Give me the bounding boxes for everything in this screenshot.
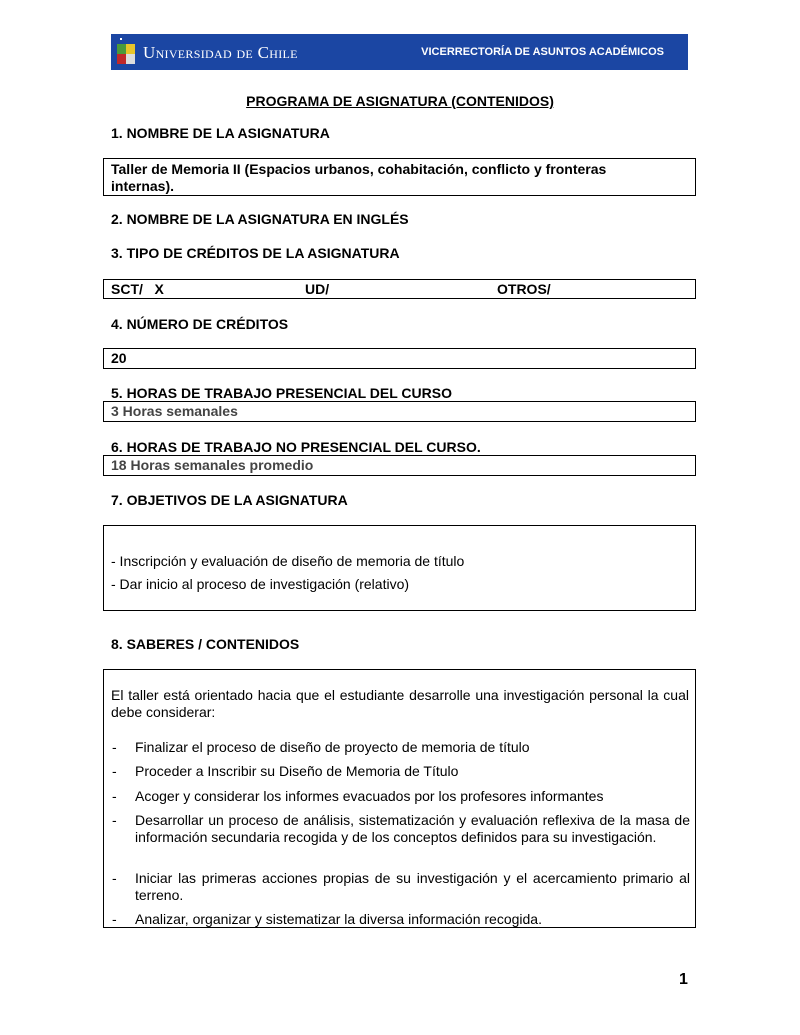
content-item: Analizar, organizar y sistematizar la diversa información recogida. [135,911,542,927]
credit-sct: SCT/ X [111,281,164,297]
section-1-heading: 1. NOMBRE DE LA ASIGNATURA [111,125,330,141]
section-3-heading: 3. TIPO DE CRÉDITOS DE LA ASIGNATURA [111,245,400,261]
bullet: - [112,788,117,804]
credit-type-box [103,279,696,299]
credits-value: 20 [103,348,696,369]
bullet: - [112,763,117,779]
office-name: VICERRECTORÍA DE ASUNTOS ACADÉMICOS [421,46,664,58]
section-2-heading: 2. NOMBRE DE LA ASIGNATURA EN INGLÉS [111,211,409,227]
page-number: 1 [679,971,688,988]
content-item: Desarrollar un proceso de análisis, sistematización y evaluación reflexiva de la masa de información secundaria recogida y de los conceptos definidos para su investigación. [135,812,690,845]
header-banner [111,34,688,70]
university-name: Universidad de Chile [143,43,298,62]
course-name-line: internas). [111,178,175,194]
non-presential-hours-value: 18 Horas semanales promedio [103,455,696,476]
page-title: PROGRAMA DE ASIGNATURA (CONTENIDOS) [246,93,554,109]
credit-ud: UD/ [305,281,330,297]
section-7-heading: 7. OBJETIVOS DE LA ASIGNATURA [111,492,348,508]
content-item: Proceder a Inscribir su Diseño de Memoria de Título [135,763,459,779]
bullet: - [112,870,117,886]
bullet: - [112,812,117,828]
bullet: - [112,739,117,755]
credit-otros: OTROS/ [497,281,551,297]
objective-item: - Inscripción y evaluación de diseño de memoria de título [111,553,465,569]
content-item: Finalizar el proceso de diseño de proyecto de memoria de título [135,739,530,755]
section-6-heading: 6. HORAS DE TRABAJO NO PRESENCIAL DEL CURSO. [111,439,481,455]
course-name-line: Taller de Memoria II (Espacios urbanos, cohabitación, conflicto y fronteras [111,161,607,177]
objectives-box [103,525,696,611]
section-4-heading: 4. NÚMERO DE CRÉDITOS [111,316,289,332]
contents-box [103,669,696,928]
course-name-box [103,158,696,196]
content-item: Acoger y considerar los informes evacuados por los profesores informantes [135,788,604,804]
contents-intro: El taller está orientado hacia que el estudiante desarrolle una investigación personal la cual debe considerar: [111,687,689,720]
university-crest-logo [117,38,135,66]
objective-item: - Dar inicio al proceso de investigación (relativo) [111,576,410,592]
bullet: - [112,911,117,927]
content-item: Iniciar las primeras acciones propias de su investigación y el acercamiento primario al terreno. [135,870,690,903]
section-5-heading: 5. HORAS DE TRABAJO PRESENCIAL DEL CURSO [111,385,452,401]
section-8-heading: 8. SABERES / CONTENIDOS [111,636,300,652]
presential-hours-value: 3 Horas semanales [103,401,696,422]
